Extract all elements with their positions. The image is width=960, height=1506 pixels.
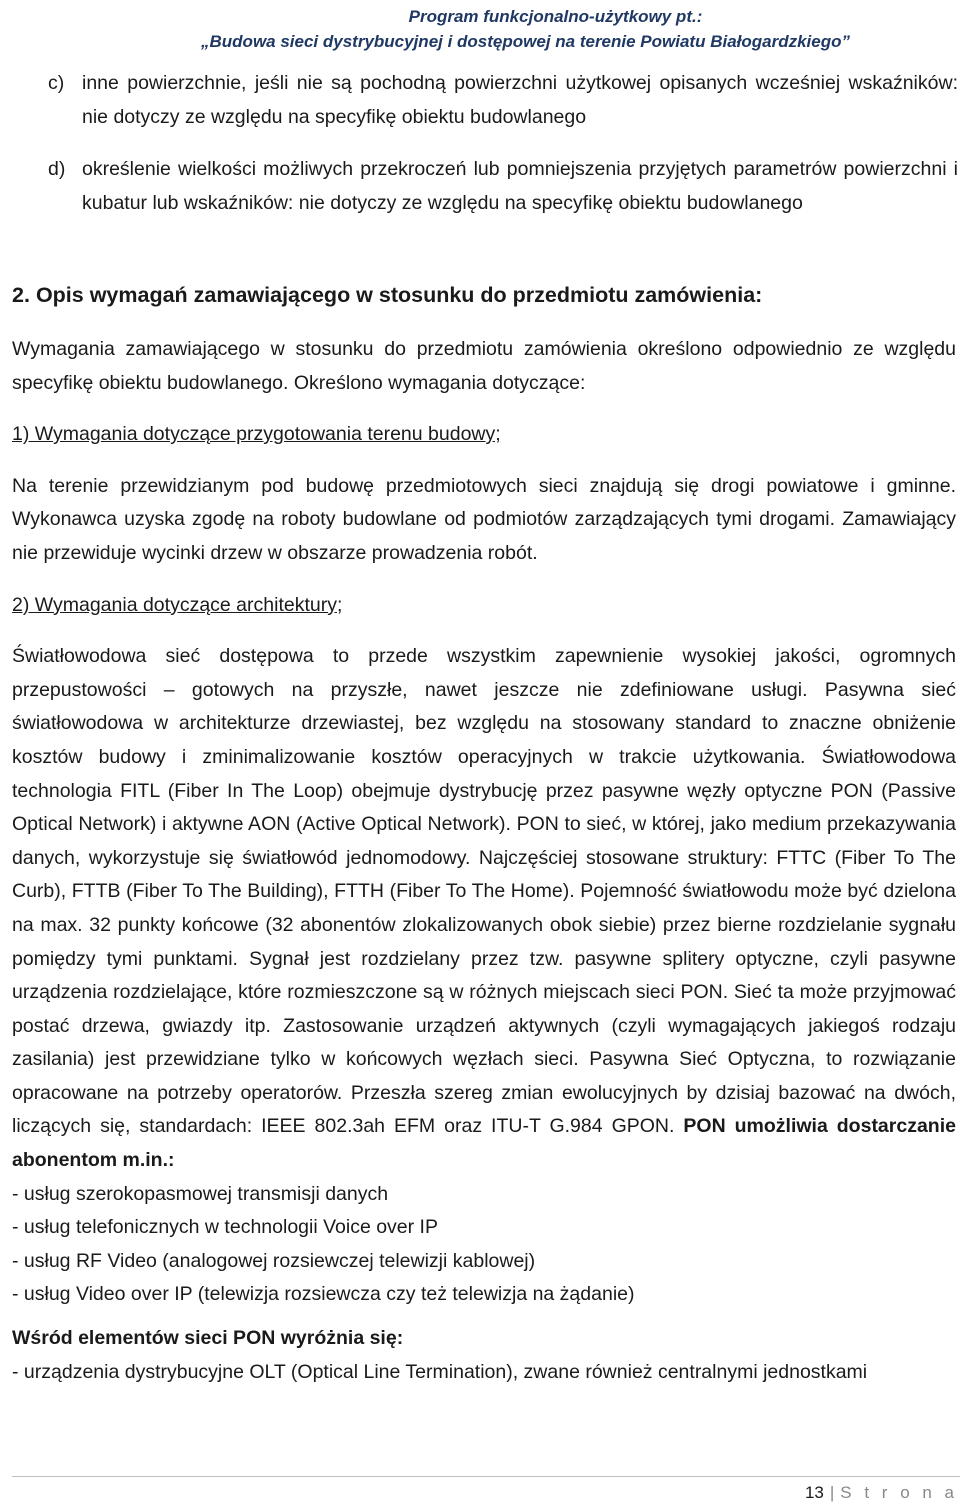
list-item	[48, 152, 958, 220]
list-item: - usług telefonicznych w technologii Voice over IP	[12, 1216, 438, 1239]
site-requirements-paragraph: Na terenie przewidzianym pod budowę przedmiotowych sieci znajdują się drogi powiatowe i gminne. Wykonawca uzyska zgodę na roboty budowlane od podmiotów zarządzających tymi drogami. Zamawiający nie przewiduje wycinki drzew w obszarze prowadzenia robót.	[12, 474, 956, 564]
criteria-list	[48, 66, 958, 238]
section-number: 2.	[12, 283, 30, 307]
page-footer	[805, 1482, 958, 1504]
footer-separator: |	[829, 1483, 835, 1502]
architecture-paragraph	[12, 640, 956, 1178]
list-marker: c)	[48, 72, 65, 94]
list-item: - usług szerokopasmowej transmisji danych	[12, 1182, 389, 1205]
intro-paragraph: Wymagania zamawiającego w stosunku do przedmiotu zamówienia określono odpowiednio ze względu specyfikę obiektu budowlanego. Określono wymagania dotyczące:	[12, 338, 956, 394]
list-item-text: określenie wielkości możliwych przekroczeń lub pomniejszenia przyjętych parametrów powierzchni i kubatur lub wskaźników: nie dotyczy ze względu na specyfikę obiektu budowlanego	[82, 158, 958, 214]
list-marker: d)	[48, 158, 66, 180]
list-item-text: inne powierzchnie, jeśli nie są pochodną powierzchni użytkowej opisanych wcześniej wskaźników: nie dotyczy ze względu na specyfikę obiektu budowlanego	[82, 72, 958, 128]
subsection-heading-architecture: 2) Wymagania dotyczące architektury;	[12, 593, 343, 616]
section-body	[12, 333, 956, 1389]
list-item	[48, 66, 958, 134]
page-number: 13	[804, 1483, 824, 1502]
list-item: - usług Video over IP (telewizja rozsiewcza czy też telewizja na żądanie)	[12, 1283, 635, 1306]
subsection-heading-site: 1) Wymagania dotyczące przygotowania terenu budowy;	[12, 423, 501, 446]
header-project-title: „Budowa sieci dystrybucyjnej i dostępowej na terenie Powiatu Białogardzkiego”	[201, 32, 850, 51]
services-list	[12, 1178, 956, 1312]
page-header	[201, 4, 850, 54]
section-heading	[12, 277, 762, 313]
header-program-title: Program funkcjonalno-użytkowy pt.:	[408, 7, 703, 26]
list-item: - usług RF Video (analogowej rozsiewczej telewizji kablowej)	[12, 1249, 536, 1272]
footer-label: S t r o n a	[840, 1483, 958, 1502]
footer-divider	[12, 1476, 960, 1477]
section-title: Opis wymagań zamawiającego w stosunku do przedmiotu zamówienia:	[35, 283, 763, 307]
pon-services-lead: PON umożliwia dostarczanie abonentom m.in.:	[12, 1115, 956, 1172]
pon-element-olt: - urządzenia dystrybucyjne OLT (Optical Line Termination), zwane również centralnymi jednostkami	[12, 1360, 868, 1383]
pon-elements-heading: Wśród elementów sieci PON wyróżnia się:	[12, 1327, 404, 1350]
architecture-text: Światłowodowa sieć dostępowa to przede wszystkim zapewnienie wysokiej jakości, ogromnych przepustowości – gotowych na przyszłe, nawet jeszcze nie zdefiniowane usługi. Pasywna sieć światłowodowa w architekturze drzewiastej, bez względu na stosowany standard to znaczne obniżenie kosztów budowy i zminimalizowanie kosztów operacyjnych w trakcie użytkowania. Światłowodowa technologia FITL (Fiber In The Loop) obejmuje dystrybucję przez pasywne węzły optyczne PON (Passive Optical Network) i aktywne AON (Active Optical Network). PON to sieć, w której, jako medium przekazywania danych, wykorzystuje się światłowód jednomodowy. Najczęściej stosowane struktury: FTTC (Fiber To The Curb), FTTB (Fiber To The Building), FTTH (Fiber To The Home). Pojemność światłowodu może być dzielona na max. 32 punkty końcowe (32 abonentów zlokalizowanych obok siebie) przez bierne rozdzielanie sygnału pomiędzy tymi punktami. Sygnał jest rozdzielany przez tzw. pasywne splitery optyczne, czyli pasywne urządzenia rozdzielające, które rozmieszczone są w różnych miejscach sieci PON. Sieć ta może przyjmować postać drzewa, gwiazdy itp. Zastosowanie urządzeń aktywnych (czyli wymagających jakiegoś rodzaju zasilania) jest przewidziane tylko w końcowych węzłach sieci. Pasywna Sieć Optyczna, to rozwiązanie opracowane na potrzeby operatorów. Przeszła szereg zmian ewolucyjnych by dzisiaj bazować na dwóch, liczących się, standardach: IEEE 802.3ah EFM oraz ITU-T G.984 GPON.	[12, 645, 956, 1138]
